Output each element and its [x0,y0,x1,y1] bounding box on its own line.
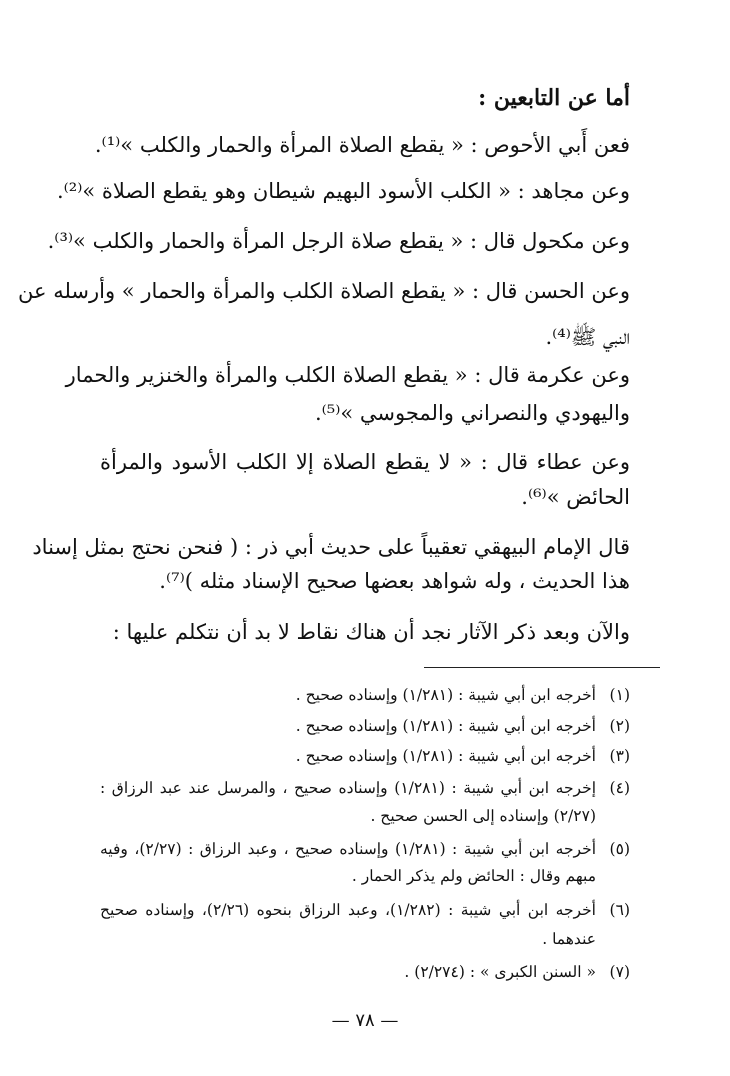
footnote-6-continuation: عندهما . [542,930,596,948]
footnote-5-continuation: مبهم وقال : الحائض ولم يذكر الحمار . [351,867,596,885]
footnote-4-continuation: (٢/٢٧) وإسناده إلى الحسن صحيح . [370,807,596,825]
footnote-2 [100,715,630,737]
footnote-5 [100,838,630,860]
footnote-4 [100,777,630,799]
body-line-3: وعن مكحول قال : « يقطع صلاة الرجل المرأة والحمار والكلب »⁽³⁾. [47,229,630,253]
footnote-3 [100,745,630,767]
body-line-7: واليهودي والنصراني والمجوسي »⁽⁵⁾. [314,401,630,425]
footnote-number: (٥) [609,840,630,858]
footnote-text: أخرجه ابن أبي شيبة : (١/٢٨١) وإسناده صحيح . [295,717,596,735]
footnote-number: (٤) [609,779,630,797]
footnote-text: أخرجه ابن أبي شيبة : (١/٢٨٢)، وعبد الرزاق بنحوه (٢/٢٦)، وإسناده صحيح [100,901,596,919]
body-line-6: وعن عكرمة قال : « يقطع الصلاة الكلب والمرأة والخنزير والحمار [65,363,630,387]
body-line-2: وعن مجاهد : « الكلب الأسود البهيم شيطان وهو يقطع الصلاة »⁽²⁾. [56,179,630,203]
footnote-separator [424,667,660,668]
body-line-4: وعن الحسن قال : « يقطع الصلاة الكلب والمرأة والحمار » وأرسله عن [18,279,630,303]
body-line-1: فعن أَبي الأحوص : « يقطع الصلاة المرأة والحمار والكلب »⁽¹⁾. [94,133,630,157]
footnote-6 [100,899,630,921]
body-line-11: هذا الحديث ، وله شواهد بعضها صحيح الإسناد مثله )⁽⁷⁾. [159,569,630,593]
footnote-text: أخرجه ابن أبي شيبة : (١/٢٨١) وإسناده صحيح . [295,686,596,704]
footnote-text: « السنن الكبرى » : (٢/٢٧٤) . [404,963,596,981]
footnote-number: (٧) [609,963,630,981]
footnote-number: (٦) [609,901,630,919]
body-line-10: قال الإمام البيهقي تعقيباً على حديث أبي ذر : ( فنحن نحتج بمثل إسناد [32,535,630,559]
footnote-text: إخرجه ابن أبي شيبة : (١/٢٨١) وإسناده صحيح ، والمرسل عند عبد الرزاق : [100,779,596,797]
body-line-8: وعن عطاء قال : « لا يقطع الصلاة إلا الكلب الأسود والمرأة [100,450,630,474]
footnote-number: (٢) [609,717,630,735]
footnote-text: أخرجه ابن أبي شيبة : (١/٢٨١) وإسناده صحيح ، وعبد الرزاق : (٢/٢٧)، وفيه [100,840,596,858]
footnote-number: (١) [609,686,630,704]
body-line-12: والآن وبعد ذكر الآثار نجد أن هناك نقاط لا بد أن نتكلم عليها : [112,620,630,644]
body-line-5: النبي ﷺ⁽⁴⁾. [545,325,630,349]
body-line-9: الحائض »⁽⁶⁾. [521,485,630,509]
footnote-number: (٣) [609,747,630,765]
footnote-text: أخرجه ابن أبي شيبة : (١/٢٨١) وإسناده صحيح . [295,747,596,765]
section-heading: أما عن التابعين : [478,85,630,111]
footnote-7 [100,961,630,983]
footnote-1 [100,684,630,706]
page-number: — ٧٨ — [331,1010,399,1031]
